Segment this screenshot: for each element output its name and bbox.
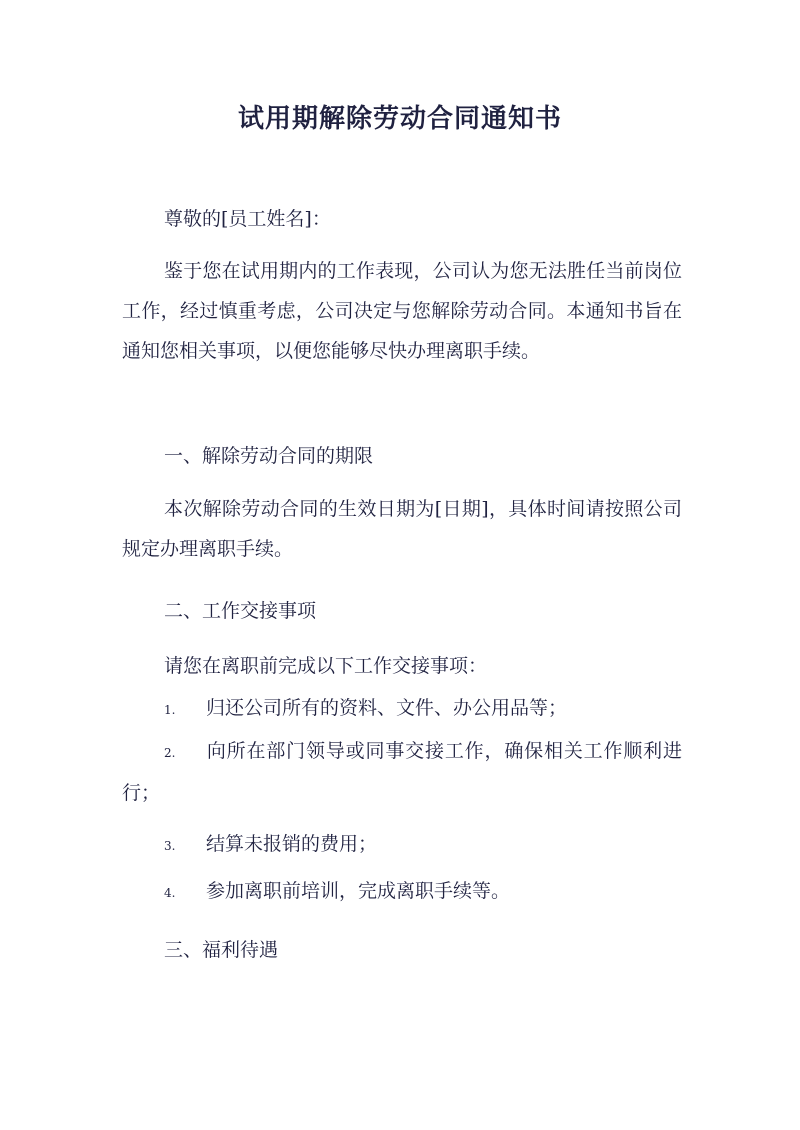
section-1-paragraph: 本次解除劳动合同的生效日期为[日期]，具体时间请按照公司规定办理离职手续。 bbox=[122, 498, 682, 560]
list-item bbox=[122, 869, 682, 915]
list-item-number: 2. bbox=[164, 746, 176, 760]
salutation: 尊敬的[员工姓名]： bbox=[164, 208, 331, 230]
list-item-number: 1. bbox=[164, 703, 176, 717]
document-title: 试用期解除劳动合同通知书 bbox=[237, 104, 562, 134]
list-item-text: 结算未报销的费用； bbox=[206, 833, 378, 855]
list-item bbox=[122, 822, 682, 868]
section-heading-2: 二、工作交接事项 bbox=[164, 600, 317, 622]
list-item-text: 参加离职前培训，完成离职手续等。 bbox=[206, 880, 511, 902]
list-item-text: 归还公司所有的资料、文件、办公用品等； bbox=[206, 697, 568, 719]
list-item-text: 向所在部门领导或同事交接工作，确保相关工作顺利进行； bbox=[122, 740, 682, 804]
section-2-intro: 请您在离职前完成以下工作交接事项： bbox=[164, 655, 488, 677]
section-heading-1: 一、解除劳动合同的期限 bbox=[164, 445, 374, 467]
list-item bbox=[122, 686, 682, 732]
list-item bbox=[122, 731, 682, 813]
list-item-number: 3. bbox=[164, 839, 176, 853]
list-item-number: 4. bbox=[164, 886, 176, 900]
section-heading-3: 三、福利待遇 bbox=[164, 939, 279, 961]
intro-paragraph: 鉴于您在试用期内的工作表现，公司认为您无法胜任当前岗位工作，经过慎重考虑，公司决定与您解除劳动合同。本通知书旨在通知您相关事项，以便您能够尽快办理离职手续。 bbox=[122, 260, 682, 362]
